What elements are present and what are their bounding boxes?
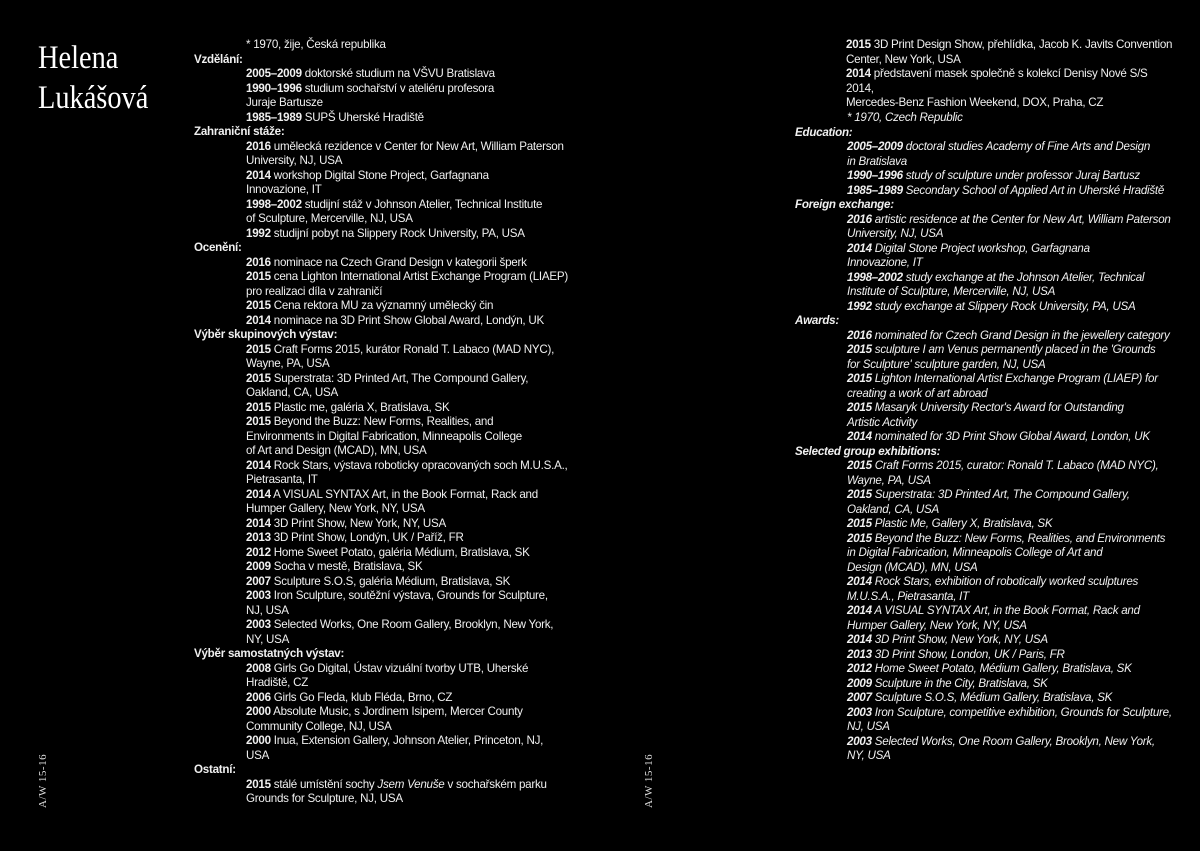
cv-entry-line: 2014 Digital Stone Project workshop, Garfagnana — [847, 241, 1090, 255]
cv-entry-line: 2005–2009 doctoral studies Academy of Fine Arts and Design — [847, 140, 1151, 153]
cv-entry-line: Center, New York, USA — [846, 52, 961, 66]
cv-entry-line: Design (MCAD), MN, USA — [847, 560, 978, 574]
cv-entry — [246, 256, 569, 271]
cv-entry-line: NY, USA — [847, 749, 891, 762]
cv-entry — [246, 343, 569, 372]
cv-entry-line: 2015 Craft Forms 2015, kurátor Ronald T. Labaco (MAD NYC), — [246, 342, 555, 356]
cv-year: 2013 — [246, 531, 271, 544]
cv-entry-line: 2015 Craft Forms 2015, curator: Ronald T. Labaco (MAD NYC), — [847, 459, 1159, 472]
cv-entry-line: Pietrasanta, IT — [246, 473, 318, 486]
cv-italic-title: Jsem Venuše — [377, 777, 445, 791]
cv-section-heading: Výběr skupinových výstav: — [194, 328, 338, 341]
cv-section-heading: Education: — [795, 125, 853, 139]
cv-entry-line: 2014 představení masek společně s kolekcí Denisy Nové S/S 2014, — [846, 67, 1148, 95]
folio-right: A/W 15-16 — [643, 753, 655, 808]
cv-entry-line: 2016 nominace na Czech Grand Design v kategorii šperk — [246, 255, 527, 269]
cv-entry-line: 2016 artistic residence at the Center for New Art, William Paterson — [847, 212, 1171, 226]
cv-entry-line: 2014 3D Print Show, New York, NY, USA — [246, 516, 446, 530]
cv-entry-line: 2015 Cena rektora MU za významný umělecký čin — [246, 299, 494, 312]
cv-section-heading: Foreign exchange: — [795, 198, 894, 211]
cv-entry-line: Hradiště, CZ — [246, 676, 309, 689]
cv-entry — [246, 67, 569, 82]
cv-section-heading: Selected group exhibitions: — [795, 444, 941, 458]
cv-year: 2016 — [246, 139, 271, 153]
cv-entry — [246, 705, 569, 734]
cv-entry — [246, 531, 569, 546]
cv-entry-line: 2014 Rock Stars, exhibition of robotically worked sculptures — [847, 575, 1139, 588]
cv-entry — [246, 140, 569, 169]
cv-entry — [847, 633, 1175, 648]
cv-entry-line: in Bratislava — [847, 154, 907, 168]
cv-entry — [847, 575, 1175, 604]
cv-section-heading: Ocenění: — [194, 241, 242, 254]
cv-entry-line: Juraje Bartusze — [246, 96, 323, 109]
cv-year: 2015 — [246, 270, 271, 283]
czech-biography-continued — [846, 38, 1176, 111]
cv-entry — [246, 778, 569, 807]
cv-year: 1998–2002 — [246, 197, 302, 211]
cv-entry-line: Innovazione, IT — [847, 256, 923, 269]
cv-entry-line: Innovazione, IT — [246, 183, 322, 196]
cv-entry — [847, 140, 1175, 169]
cv-entry — [246, 560, 569, 575]
cv-entry-line: 2003 Selected Works, One Room Gallery, Brooklyn, New York, — [246, 618, 554, 631]
cv-year: 2015 — [847, 372, 872, 385]
cv-entry — [246, 314, 569, 329]
cv-year: 2015 — [847, 531, 872, 545]
cv-entry-line: 2015 Masaryk University Rector's Award for Outstanding — [847, 401, 1124, 414]
english-biography — [795, 111, 1175, 764]
cv-entry-line: Oakland, CA, USA — [246, 386, 339, 399]
cv-year: 2012 — [246, 545, 271, 559]
cv-entry-line: 2012 Home Sweet Potato, galéria Médium, Bratislava, SK — [246, 545, 530, 559]
cv-entry-line: 2007 Sculpture S.O.S, Médium Gallery, Bratislava, SK — [847, 691, 1113, 704]
cv-entry-line: 2016 nominated for Czech Grand Design in the jewellery category — [847, 328, 1170, 342]
cv-year: 1990–1996 — [847, 169, 903, 182]
cv-year: 2014 — [246, 516, 271, 530]
cv-year: 2006 — [246, 690, 271, 704]
cv-entry — [847, 300, 1175, 315]
cv-entry-line: 2008 Girls Go Digital, Ústav vizuální tvorby UTB, Uherské — [246, 661, 529, 675]
cv-entry-line: in Digital Fabrication, Minneapolis College of Art and — [847, 546, 1103, 559]
cv-year: 2014 — [847, 241, 872, 255]
cv-year: 2014 — [847, 633, 872, 646]
cv-year: 2014 — [246, 313, 271, 327]
cv-entry-line: 2014 workshop Digital Stone Project, Garfagnana — [246, 168, 489, 182]
cv-entry-line: 2015 stálé umístění sochy Jsem Venuše v sochařském parku — [246, 777, 547, 791]
cv-entry-line: Oakland, CA, USA — [847, 502, 940, 516]
cv-year: 2003 — [246, 618, 271, 631]
cv-entry-line: 2014 3D Print Show, New York, NY, USA — [847, 633, 1048, 646]
cv-entry-line: 2015 sculpture I am Venus permanently placed in the 'Grounds — [847, 343, 1156, 356]
cv-entry — [246, 662, 569, 691]
cv-entry — [847, 517, 1175, 532]
cv-entry-line: 2006 Girls Go Fleda, klub Fléda, Brno, CZ — [246, 690, 453, 704]
cv-year: 2015 — [246, 777, 271, 791]
cv-year: 2007 — [847, 691, 872, 704]
cv-entry — [246, 734, 569, 763]
cv-entry — [246, 575, 569, 590]
cv-entry-line: NJ, USA — [246, 603, 289, 617]
cv-entry-line: 2015 cena Lighton International Artist Exchange Program (LIAEP) — [246, 270, 568, 283]
cv-entry — [847, 184, 1175, 199]
cv-entry — [847, 329, 1175, 344]
cv-entry — [246, 169, 569, 198]
cv-entry-line: Environments in Digital Fabrication, Minneapolis College — [246, 429, 522, 443]
cv-entry-line: 2014 A VISUAL SYNTAX Art, in the Book Format, Rack and — [847, 604, 1140, 617]
cv-entry — [847, 430, 1175, 445]
cv-year: 2007 — [246, 574, 271, 588]
cv-entry — [847, 662, 1175, 677]
cv-entry-line: 2003 Iron Sculpture, soutěžní výstava, Grounds for Sculpture, — [246, 589, 548, 602]
cv-entry-line: NJ, USA — [847, 720, 890, 733]
cv-year: 2008 — [246, 661, 271, 675]
cv-entry — [246, 546, 569, 561]
cv-year: 2015 — [847, 517, 872, 530]
artist-last-name: Lukášová — [38, 80, 149, 116]
cv-birth: * 1970, Czech Republic — [847, 111, 963, 124]
cv-entry — [847, 604, 1175, 633]
cv-year: 2000 — [246, 705, 271, 718]
cv-entry-line: Wayne, PA, USA — [246, 357, 330, 370]
cv-entry — [847, 372, 1175, 401]
cv-entry-line: 2014 nominace na 3D Print Show Global Award, Londýn, UK — [246, 313, 544, 327]
cv-entry — [246, 270, 569, 299]
cv-year: 2014 — [246, 458, 271, 472]
cv-entry-line: 2000 Inua, Extension Gallery, Johnson Atelier, Princeton, NJ, USA — [246, 734, 544, 762]
cv-entry-line: 2005–2009 doktorské studium na VŠVU Bratislava — [246, 67, 495, 80]
cv-entry-line: 1992 studijní pobyt na Slippery Rock University, PA, USA — [246, 226, 525, 240]
cv-entry-line: 2015 Plastic Me, Gallery X, Bratislava, SK — [847, 517, 1053, 530]
cv-year: 2015 — [847, 459, 872, 472]
cv-year: 2015 — [847, 401, 872, 414]
cv-year: 2015 — [847, 343, 872, 356]
cv-entry — [847, 532, 1175, 576]
cv-year: 2015 — [246, 299, 271, 312]
cv-year: 2015 — [246, 400, 271, 414]
cv-entry — [846, 67, 1176, 111]
cv-entry — [847, 648, 1175, 663]
cv-entry — [847, 459, 1175, 488]
cv-entry-line: Wayne, PA, USA — [847, 473, 931, 487]
cv-entry-line: Community College, NJ, USA — [246, 719, 392, 733]
cv-entry-line: 2000 Absolute Music, s Jordinem Isipem, Mercer County — [246, 705, 523, 718]
cv-entry — [847, 242, 1175, 271]
cv-year: 2013 — [847, 647, 872, 661]
cv-entry — [246, 488, 569, 517]
cv-entry-line: 2015 Beyond the Buzz: New Forms, Realities, and — [246, 415, 494, 428]
cv-entry — [246, 618, 569, 647]
cv-entry-line: 2009 Sculpture in the City, Bratislava, SK — [847, 676, 1048, 690]
cv-year: 2014 — [847, 604, 872, 617]
cv-year: 2015 — [246, 342, 271, 356]
cv-entry-line: M.U.S.A., Pietrasanta, IT — [847, 589, 969, 603]
cv-entry-line: 2014 Rock Stars, výstava roboticky opracovaných soch M.U.S.A., — [246, 458, 568, 472]
cv-entry-line: Mercedes-Benz Fashion Weekend, DOX, Praha, CZ — [846, 96, 1104, 109]
cv-entry — [246, 372, 569, 401]
cv-entry-line: 1992 study exchange at Slippery Rock University, PA, USA — [847, 299, 1136, 313]
cv-entry — [246, 415, 569, 459]
cv-year: 2003 — [246, 589, 271, 602]
cv-entry — [847, 169, 1175, 184]
cv-entry-line: 1990–1996 study of sculpture under professor Juraj Bartusz — [847, 169, 1140, 182]
cv-entry — [246, 517, 569, 532]
cv-entry-line: 2015 Lighton International Artist Exchange Program (LIAEP) for — [847, 372, 1158, 385]
cv-year: 2014 — [847, 430, 872, 443]
cv-entry-line: 2012 Home Sweet Potato, Médium Gallery, Bratislava, SK — [847, 662, 1132, 675]
cv-entry-line: 2015 Superstrata: 3D Printed Art, The Compound Gallery, — [246, 371, 529, 385]
cv-year: 2003 — [847, 734, 872, 748]
cv-section-heading: Ostatní: — [194, 763, 236, 776]
cv-entry — [246, 299, 569, 314]
cv-entry — [847, 213, 1175, 242]
cv-entry-line: NY, USA — [246, 632, 290, 646]
folio-left: A/W 15-16 — [37, 753, 49, 808]
cv-entry-line: of Sculpture, Mercerville, NJ, USA — [246, 212, 413, 225]
cv-entry-line: Humper Gallery, New York, NY, USA — [847, 618, 1027, 632]
cv-entry-line: 1998–2002 studijní stáž v Johnson Atelier, Technical Institute — [246, 197, 543, 211]
artist-first-name: Helena — [38, 40, 119, 76]
cv-entry — [246, 589, 569, 618]
cv-year: 2016 — [246, 255, 271, 269]
cv-entry-line: 2015 Plastic me, galéria X, Bratislava, SK — [246, 400, 450, 414]
cv-entry-line: 2009 Socha v mestě, Bratislava, SK — [246, 560, 423, 573]
cv-entry-line: 2016 umělecká rezidence v Center for New Art, William Paterson — [246, 139, 564, 153]
cv-entry-line: 2013 3D Print Show, London, UK / Paris, FR — [847, 647, 1065, 661]
cv-entry — [847, 401, 1175, 430]
cv-entry — [246, 82, 569, 111]
cv-entry-line: University, NJ, USA — [246, 154, 343, 167]
cv-year: 2015 — [846, 38, 871, 51]
cv-entry-line: 2015 3D Print Design Show, přehlídka, Jacob K. Javits Convention — [846, 38, 1173, 51]
cv-year: 2009 — [246, 560, 271, 573]
czech-biography — [194, 38, 569, 807]
cv-entry — [246, 198, 569, 227]
cv-entry — [847, 706, 1175, 735]
cv-year: 1990–1996 — [246, 81, 302, 95]
cv-year: 2005–2009 — [847, 140, 903, 153]
cv-entry-line: 1990–1996 studium sochařství v ateliéru profesora — [246, 81, 495, 95]
cv-year: 2012 — [847, 662, 872, 675]
cv-year: 2005–2009 — [246, 67, 302, 80]
cv-entry — [246, 459, 569, 488]
cv-entry-line: of Art and Design (MCAD), MN, USA — [246, 444, 427, 457]
cv-section-heading: Výběr samostatných výstav: — [194, 647, 345, 660]
cv-entry-line: 1998–2002 study exchange at the Johnson Atelier, Technical — [847, 270, 1145, 284]
cv-entry-line: Humper Gallery, New York, NY, USA — [246, 502, 425, 515]
cv-year: 2016 — [847, 328, 872, 342]
cv-year: 2016 — [847, 212, 872, 226]
cv-year: 1998–2002 — [847, 270, 903, 284]
cv-year: 1985–1989 — [847, 183, 903, 197]
cv-year: 2003 — [847, 705, 872, 719]
cv-entry-line: 2013 3D Print Show, Londýn, UK / Paříž, FR — [246, 531, 464, 544]
cv-entry — [847, 735, 1175, 764]
cv-entry — [847, 677, 1175, 692]
cv-year: 2014 — [246, 487, 271, 501]
cv-section-heading: Awards: — [795, 314, 839, 327]
cv-entry — [246, 401, 569, 416]
cv-section-heading: Zahraniční stáže: — [194, 125, 285, 138]
cv-year: 2014 — [847, 575, 872, 588]
cv-entry-line: 2014 nominated for 3D Print Show Global Award, London, UK — [847, 430, 1150, 443]
cv-entry-line: Artistic Activity — [847, 415, 918, 429]
cv-entry-line: Grounds for Sculpture, NJ, USA — [246, 792, 403, 805]
cv-entry-line: 2014 A VISUAL SYNTAX Art, in the Book Format, Rack and — [246, 487, 538, 501]
cv-entry-line: 1985–1989 Secondary School of Applied Art in Uherské Hradiště — [847, 183, 1165, 197]
cv-entry-line: 2003 Iron Sculpture, competitive exhibition, Grounds for Sculpture, — [847, 705, 1172, 719]
cv-entry-line: 1985–1989 SUPŠ Uherské Hradiště — [246, 110, 424, 124]
cv-entry-line: pro realizaci díla v zahraničí — [246, 284, 383, 298]
cv-year: 2014 — [246, 168, 271, 182]
cv-year: 1985–1989 — [246, 110, 302, 124]
cv-entry — [246, 691, 569, 706]
cv-year: 1992 — [246, 226, 271, 240]
cv-year: 2014 — [846, 67, 871, 80]
cv-entry-line: for Sculpture' sculpture garden, NJ, USA — [847, 357, 1046, 371]
cv-section-heading: Vzdělání: — [194, 52, 243, 66]
artist-name — [38, 38, 158, 118]
cv-entry-line: 2015 Superstrata: 3D Printed Art, The Compound Gallery, — [847, 488, 1130, 501]
cv-entry-line: 2015 Beyond the Buzz: New Forms, Realities, and Environments — [847, 531, 1166, 545]
cv-entry-line: Institute of Sculpture, Mercerville, NJ, USA — [847, 285, 1056, 298]
cv-entry — [847, 488, 1175, 517]
cv-year: 2000 — [246, 734, 271, 747]
cv-entry — [246, 227, 569, 242]
cv-entry — [847, 271, 1175, 300]
cv-year: 2015 — [246, 415, 271, 428]
cv-entry — [846, 38, 1176, 67]
cv-birth: * 1970, žije, Česká republika — [246, 38, 386, 51]
cv-entry-line: University, NJ, USA — [847, 227, 944, 240]
cv-year: 1992 — [847, 299, 872, 313]
cv-entry — [847, 343, 1175, 372]
cv-entry-line: creating a work of art abroad — [847, 386, 988, 400]
cv-year: 2015 — [246, 371, 271, 385]
cv-entry — [246, 111, 569, 126]
cv-entry — [847, 691, 1175, 706]
cv-entry-line: 2003 Selected Works, One Room Gallery, Brooklyn, New York, — [847, 734, 1155, 748]
cv-entry-line: 2007 Sculpture S.O.S, galéria Médium, Bratislava, SK — [246, 574, 511, 588]
cv-year: 2015 — [847, 488, 872, 501]
cv-year: 2009 — [847, 676, 872, 690]
